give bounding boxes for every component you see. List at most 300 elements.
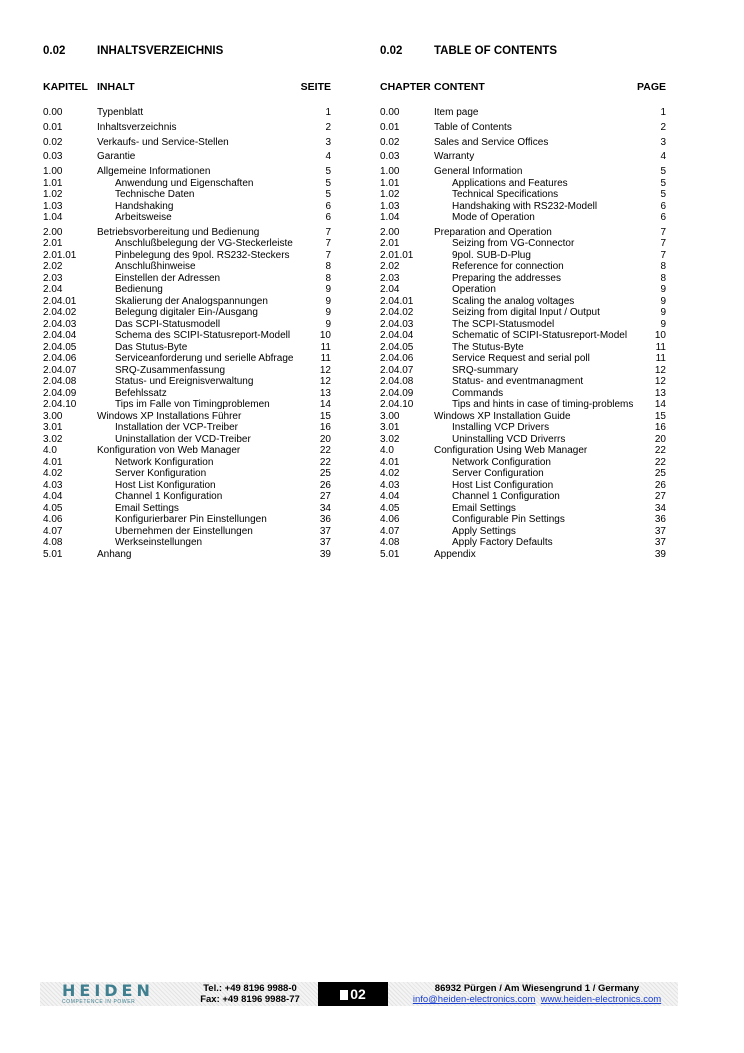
section-number: 0.02 xyxy=(380,45,403,57)
heiden-logo xyxy=(62,983,178,1005)
chapter-number: 0.00 xyxy=(43,107,63,118)
chapter-title: Tips im Falle von Timingproblemen xyxy=(115,399,270,411)
chapter-title: Channel 1 Konfiguration xyxy=(115,491,223,503)
chapter-number: 4.04 xyxy=(43,491,63,503)
toc-row xyxy=(380,201,666,213)
chapter-title: Installation der VCP-Treiber xyxy=(115,422,239,434)
toc-row xyxy=(380,284,666,296)
toc-row xyxy=(380,353,666,365)
toc-row xyxy=(43,434,331,446)
toc-row xyxy=(380,434,666,446)
toc-row xyxy=(43,238,331,250)
page-number: 02 xyxy=(350,986,366,1002)
chapter-number: 3.02 xyxy=(380,433,400,445)
chapter-title: Host List Konfiguration xyxy=(115,479,216,491)
toc-row xyxy=(380,365,666,377)
toc-row xyxy=(380,296,666,308)
toc-row xyxy=(380,151,666,163)
page-number: 15 xyxy=(319,410,331,422)
chapter-number: 2.00 xyxy=(380,226,400,238)
page-number: 9 xyxy=(660,295,666,307)
chapter-number: 2.00 xyxy=(43,226,63,238)
page-number: 10 xyxy=(319,330,331,342)
page-number: 7 xyxy=(660,226,666,238)
chapter-number: 3.01 xyxy=(380,422,400,434)
toc-row xyxy=(43,399,331,411)
chapter-number: 1.01 xyxy=(380,177,400,189)
chapter-number: 2.04.04 xyxy=(43,330,77,342)
contact-phone xyxy=(190,983,310,1005)
page-number: 6 xyxy=(660,212,666,224)
toc-row xyxy=(380,468,666,480)
chapter-title: Configurable Pin Settings xyxy=(452,514,565,526)
page-number: 22 xyxy=(319,456,331,468)
page-number: 37 xyxy=(654,525,666,537)
chapter-title: Service Request and serial poll xyxy=(452,353,590,365)
chapter-number: 2.04.10 xyxy=(380,399,414,411)
chapter-title: Ubernehmen der Einstellungen xyxy=(115,525,253,537)
page-number: 20 xyxy=(654,433,666,445)
chapter-title: Uninstallation der VCD-Treiber xyxy=(115,433,251,445)
toc-row xyxy=(43,365,331,377)
chapter-number: 4.01 xyxy=(380,456,400,468)
chapter-number: 2.01 xyxy=(380,238,400,250)
page-number: 39 xyxy=(319,548,331,560)
chapter-title: Email Settings xyxy=(452,502,516,514)
chapter-number: 2.04.07 xyxy=(43,364,77,376)
toc-row xyxy=(43,307,331,319)
chapter-title: Commands xyxy=(452,387,504,399)
chapter-title: Status- and eventmanagment xyxy=(452,376,584,388)
toc-row xyxy=(43,250,331,262)
chapter-title: Garantie xyxy=(97,151,136,163)
chapter-title: Apply Factory Defaults xyxy=(452,537,553,549)
chapter-number: 1.02 xyxy=(380,189,400,201)
toc-row xyxy=(43,422,331,434)
chapter-title: Schema des SCIPI-Statusreport-Modell xyxy=(115,330,291,342)
chapter-number: 4.0 xyxy=(380,445,394,457)
toc-row xyxy=(43,537,331,549)
chapter-number: 5.01 xyxy=(43,548,63,560)
chapter-title: Serviceanforderung und serielle Abfrage xyxy=(115,353,294,365)
toc-row xyxy=(43,353,331,365)
chapter-number: 4.0 xyxy=(43,445,57,457)
toc-row xyxy=(380,178,666,190)
page-number: 9 xyxy=(660,284,666,296)
toc-row xyxy=(43,549,331,561)
toc-row xyxy=(380,399,666,411)
toc-row xyxy=(380,238,666,250)
toc-row xyxy=(43,491,331,503)
page-number: 12 xyxy=(319,376,331,388)
page-number: 9 xyxy=(325,318,331,330)
chapter-number: 2.04.03 xyxy=(380,318,414,330)
chapter-number: 2.04.07 xyxy=(380,364,414,376)
chapter-number: 1.03 xyxy=(43,200,63,212)
toc-row xyxy=(43,342,331,354)
page-number: 10 xyxy=(654,330,666,342)
toc-row xyxy=(380,480,666,492)
toc-row xyxy=(43,296,331,308)
page-number: 37 xyxy=(319,537,331,549)
toc-row xyxy=(43,178,331,190)
header-page: SEITE xyxy=(300,81,331,93)
toc-row xyxy=(380,212,666,224)
chapter-number: 1.00 xyxy=(380,166,400,178)
toc-row xyxy=(43,107,331,119)
toc-row xyxy=(43,122,331,134)
toc-row xyxy=(43,261,331,273)
chapter-title: Status- und Ereignisverwaltung xyxy=(115,376,254,388)
toc-row xyxy=(380,526,666,538)
chapter-title: Konfiguration von Web Manager xyxy=(97,445,241,457)
chapter-title: Installing VCP Drivers xyxy=(452,422,550,434)
chapter-number: 2.04.01 xyxy=(43,295,77,307)
chapter-number: 4.06 xyxy=(380,514,400,526)
chapter-number: 2.04.08 xyxy=(380,376,414,388)
page-number: 20 xyxy=(319,433,331,445)
page-number: 2 xyxy=(325,121,331,133)
page-number: 3 xyxy=(325,136,331,148)
page-number: 7 xyxy=(660,249,666,261)
page-number: 1 xyxy=(325,107,331,118)
toc-row xyxy=(380,122,666,134)
chapter-number: 4.01 xyxy=(43,456,63,468)
chapter-title: Windows XP Installation Guide xyxy=(434,410,571,422)
page-number: 6 xyxy=(660,200,666,212)
chapter-number: 0.01 xyxy=(380,121,400,133)
page-number: 26 xyxy=(654,479,666,491)
chapter-number: 1.04 xyxy=(380,212,400,224)
toc-entries xyxy=(43,107,331,560)
chapter-number: 3.00 xyxy=(380,410,400,422)
website-link[interactable]: www.heiden-electronics.com xyxy=(540,994,662,1005)
header-content: INHALT xyxy=(97,81,135,93)
chapter-title: Einstellen der Adressen xyxy=(115,272,221,284)
chapter-title: Scaling the analog voltages xyxy=(452,295,575,307)
chapter-title: Bedienung xyxy=(115,284,163,296)
page-footer xyxy=(40,982,678,1006)
chapter-number: 3.01 xyxy=(43,422,63,434)
page-number: 6 xyxy=(325,200,331,212)
page-number: 8 xyxy=(325,272,331,284)
page-number: 34 xyxy=(654,502,666,514)
chapter-number: 2.04.06 xyxy=(43,353,77,365)
chapter-title: Das Stutus-Byte xyxy=(115,341,188,353)
page-number: 22 xyxy=(319,445,331,457)
chapter-title: Preparing the addresses xyxy=(452,272,561,284)
toc-row xyxy=(380,307,666,319)
chapter-title: Host List Configuration xyxy=(452,479,554,491)
page-number: 37 xyxy=(654,537,666,549)
chapter-number: 2.04.02 xyxy=(380,307,414,319)
toc-row xyxy=(43,457,331,469)
page-number: 9 xyxy=(660,318,666,330)
chapter-title: SRQ-summary xyxy=(452,364,519,376)
chapter-number: 0.01 xyxy=(43,121,63,133)
chapter-number: 2.04 xyxy=(380,284,400,296)
toc-row xyxy=(43,319,331,331)
chapter-title: Das SCPI-Statusmodell xyxy=(115,318,221,330)
chapter-title: Belegung digitaler Ein-/Ausgang xyxy=(115,307,258,319)
page-number: 7 xyxy=(325,238,331,250)
chapter-title: Allgemeine Informationen xyxy=(97,166,211,178)
chapter-number: 0.03 xyxy=(43,151,63,163)
page-number: 27 xyxy=(654,491,666,503)
chapter-title: Typenblatt xyxy=(97,107,144,118)
chapter-title: Table of Contents xyxy=(434,121,512,133)
toc-row xyxy=(43,388,331,400)
page-number: 5 xyxy=(660,189,666,201)
section-title: INHALTSVERZEICHNIS xyxy=(97,45,224,57)
chapter-title: Operation xyxy=(452,284,496,296)
page-number: 34 xyxy=(319,502,331,514)
email-link[interactable]: info@heiden-electronics.com xyxy=(412,994,536,1005)
page-number: 27 xyxy=(319,491,331,503)
toc-row xyxy=(43,166,331,178)
page-number: 5 xyxy=(660,177,666,189)
toc-row xyxy=(43,376,331,388)
page-number: 7 xyxy=(325,226,331,238)
chapter-number: 3.00 xyxy=(43,410,63,422)
toc-row xyxy=(380,342,666,354)
chapter-number: 2.04.08 xyxy=(43,376,77,388)
toc-row xyxy=(43,468,331,480)
toc-row xyxy=(380,537,666,549)
chapter-title: General Information xyxy=(434,166,523,178)
chapter-number: 2.04.02 xyxy=(43,307,77,319)
logo-tagline: COMPETENCE IN POWER xyxy=(62,999,136,1005)
page-number: 6 xyxy=(325,212,331,224)
chapter-number: 4.02 xyxy=(43,468,63,480)
chapter-title: Befehlssatz xyxy=(115,387,167,399)
header-chapter: CHAPTER xyxy=(380,81,431,93)
chapter-number: 4.07 xyxy=(43,525,63,537)
toc-row xyxy=(43,284,331,296)
toc-row xyxy=(43,273,331,285)
chapter-title: Windows XP Installations Führer xyxy=(97,410,242,422)
toc-row xyxy=(380,330,666,342)
chapter-number: 0.00 xyxy=(380,107,400,118)
chapter-number: 2.04.05 xyxy=(380,341,414,353)
toc-row xyxy=(43,480,331,492)
page-number: 5 xyxy=(325,189,331,201)
chapter-number: 2.03 xyxy=(43,272,63,284)
chapter-title: Channel 1 Configuration xyxy=(452,491,560,503)
chapter-number: 2.01.01 xyxy=(43,249,77,261)
chapter-number: 2.04.09 xyxy=(380,387,414,399)
chapter-number: 2.01.01 xyxy=(380,249,414,261)
section-heading xyxy=(380,45,666,59)
chapter-number: 4.05 xyxy=(43,502,63,514)
toc-row xyxy=(43,227,331,239)
page-number: 1 xyxy=(660,107,666,118)
page-number: 4 xyxy=(660,151,666,163)
chapter-title: Arbeitsweise xyxy=(115,212,172,224)
toc-row xyxy=(380,227,666,239)
page-number: 5 xyxy=(660,166,666,178)
chapter-title: The SCPI-Statusmodel xyxy=(452,318,555,330)
page-number: 16 xyxy=(319,422,331,434)
chapter-number: 2.04.10 xyxy=(43,399,77,411)
page-number: 37 xyxy=(319,525,331,537)
column-headers xyxy=(380,81,666,94)
chapter-number: 4.06 xyxy=(43,514,63,526)
chapter-title: Apply Settings xyxy=(452,525,516,537)
column-headers xyxy=(43,81,331,94)
chapter-title: Anschlußhinweise xyxy=(115,261,196,273)
page-number: 9 xyxy=(660,307,666,319)
toc-row xyxy=(380,166,666,178)
toc-row xyxy=(380,250,666,262)
chapter-title: The Stutus-Byte xyxy=(452,341,524,353)
toc-row xyxy=(43,151,331,163)
page-number: 11 xyxy=(655,353,666,365)
toc-entries xyxy=(380,107,666,560)
page-number: 12 xyxy=(654,364,666,376)
page-number: 22 xyxy=(654,445,666,457)
header-chapter: KAPITEL xyxy=(43,81,88,93)
chapter-number: 1.00 xyxy=(43,166,63,178)
chapter-number: 2.03 xyxy=(380,272,400,284)
page-number: 14 xyxy=(654,399,666,411)
chapter-title: Anwendung und Eigenschaften xyxy=(115,177,254,189)
page-number: 11 xyxy=(320,353,331,365)
chapter-number: 2.04.01 xyxy=(380,295,414,307)
chapter-title: Handshaking xyxy=(115,200,174,212)
page-number: 11 xyxy=(320,341,331,353)
section-heading xyxy=(43,45,331,59)
page-number: 22 xyxy=(654,456,666,468)
page-number: 9 xyxy=(325,284,331,296)
chapter-number: 4.08 xyxy=(380,537,400,549)
page-number: 11 xyxy=(655,341,666,353)
page-number: 14 xyxy=(319,399,331,411)
toc-row xyxy=(43,514,331,526)
page-number: 25 xyxy=(654,468,666,480)
logo-wordmark: HEIDEN xyxy=(62,981,154,1000)
chapter-number: 4.08 xyxy=(43,537,63,549)
chapter-title: Server Configuration xyxy=(452,468,544,480)
toc-row xyxy=(380,411,666,423)
page-number-box xyxy=(318,982,388,1006)
chapter-title: Seizing from VG-Connector xyxy=(452,238,575,250)
page-number: 8 xyxy=(660,272,666,284)
chapter-title: Tips and hints in case of timing-problems xyxy=(452,399,634,411)
page-number: 8 xyxy=(325,261,331,273)
chapter-number: 4.05 xyxy=(380,502,400,514)
chapter-title: Warranty xyxy=(434,151,475,163)
page-number: 7 xyxy=(325,249,331,261)
chapter-number: 2.02 xyxy=(43,261,63,273)
chapter-title: Configuration Using Web Manager xyxy=(434,445,588,457)
chapter-number: 2.01 xyxy=(43,238,63,250)
toc-row xyxy=(380,388,666,400)
toc-row xyxy=(43,201,331,213)
chapter-title: Handshaking with RS232-Modell xyxy=(452,200,598,212)
toc-row xyxy=(43,411,331,423)
postal-address: 86932 Pürgen / Am Wiesengrund 1 / Germany xyxy=(434,983,640,994)
toc-row xyxy=(43,189,331,201)
chapter-number: 1.01 xyxy=(43,177,63,189)
toc-row xyxy=(43,330,331,342)
chapter-number: 2.04.06 xyxy=(380,353,414,365)
toc-row xyxy=(380,491,666,503)
chapter-number: 2.04.05 xyxy=(43,341,77,353)
page-number: 36 xyxy=(654,514,666,526)
toc-row xyxy=(380,376,666,388)
toc-row xyxy=(380,503,666,515)
chapter-title: Anhang xyxy=(97,548,132,560)
toc-row xyxy=(43,445,331,457)
chapter-number: 1.04 xyxy=(43,212,63,224)
page-number: 9 xyxy=(325,307,331,319)
chapter-number: 5.01 xyxy=(380,548,400,560)
chapter-title: SRQ-Zusammenfassung xyxy=(115,364,226,376)
company-address xyxy=(396,983,678,1005)
chapter-title: Verkaufs- und Service-Stellen xyxy=(97,136,229,148)
page-number: 2 xyxy=(660,121,666,133)
chapter-number: 4.07 xyxy=(380,525,400,537)
page-number: 5 xyxy=(325,166,331,178)
page-number: 9 xyxy=(325,295,331,307)
toc-row xyxy=(380,319,666,331)
chapter-title: Sales and Service Offices xyxy=(434,136,549,148)
toc-row xyxy=(43,137,331,149)
page-number: 13 xyxy=(319,387,331,399)
chapter-title: 9pol. SUB-D-Plug xyxy=(452,249,531,261)
chapter-title: Mode of Operation xyxy=(452,212,535,224)
chapter-title: Werkseinstellungen xyxy=(115,537,203,549)
chapter-title: Email Settings xyxy=(115,502,179,514)
chapter-number: 0.02 xyxy=(380,136,400,148)
chapter-number: 4.04 xyxy=(380,491,400,503)
toc-row xyxy=(43,212,331,224)
chapter-title: Schematic of SCIPI-Statusreport-Model xyxy=(452,330,628,342)
chapter-number: 2.02 xyxy=(380,261,400,273)
chapter-title: Preparation and Operation xyxy=(434,226,552,238)
toc-row xyxy=(380,189,666,201)
toc-row xyxy=(43,503,331,515)
chapter-title: Item page xyxy=(434,107,479,118)
chapter-number: 0.03 xyxy=(380,151,400,163)
section-title: TABLE OF CONTENTS xyxy=(434,45,558,57)
page-number: 4 xyxy=(325,151,331,163)
chapter-title: Technische Daten xyxy=(115,189,195,201)
chapter-title: Seizing from digital Input / Output xyxy=(452,307,600,319)
header-page: PAGE xyxy=(637,81,666,93)
chapter-title: Anschlußbelegung der VG-Steckerleiste xyxy=(115,238,293,250)
tel-number: Tel.: +49 8196 9988-0 xyxy=(203,983,297,994)
page-number: 36 xyxy=(319,514,331,526)
page-marker-icon xyxy=(340,990,348,1000)
toc-row xyxy=(380,457,666,469)
chapter-title: Reference for connection xyxy=(452,261,564,273)
chapter-number: 4.02 xyxy=(380,468,400,480)
chapter-number: 2.04.04 xyxy=(380,330,414,342)
toc-row xyxy=(380,261,666,273)
toc-row xyxy=(380,422,666,434)
page-number: 5 xyxy=(325,177,331,189)
page-number: 25 xyxy=(319,468,331,480)
header-content: CONTENT xyxy=(434,81,485,93)
chapter-number: 2.04.03 xyxy=(43,318,77,330)
page-number: 7 xyxy=(660,238,666,250)
toc-row xyxy=(380,445,666,457)
chapter-number: 2.04 xyxy=(43,284,63,296)
toc-row xyxy=(380,137,666,149)
chapter-title: Skalierung der Analogspannungen xyxy=(115,295,268,307)
